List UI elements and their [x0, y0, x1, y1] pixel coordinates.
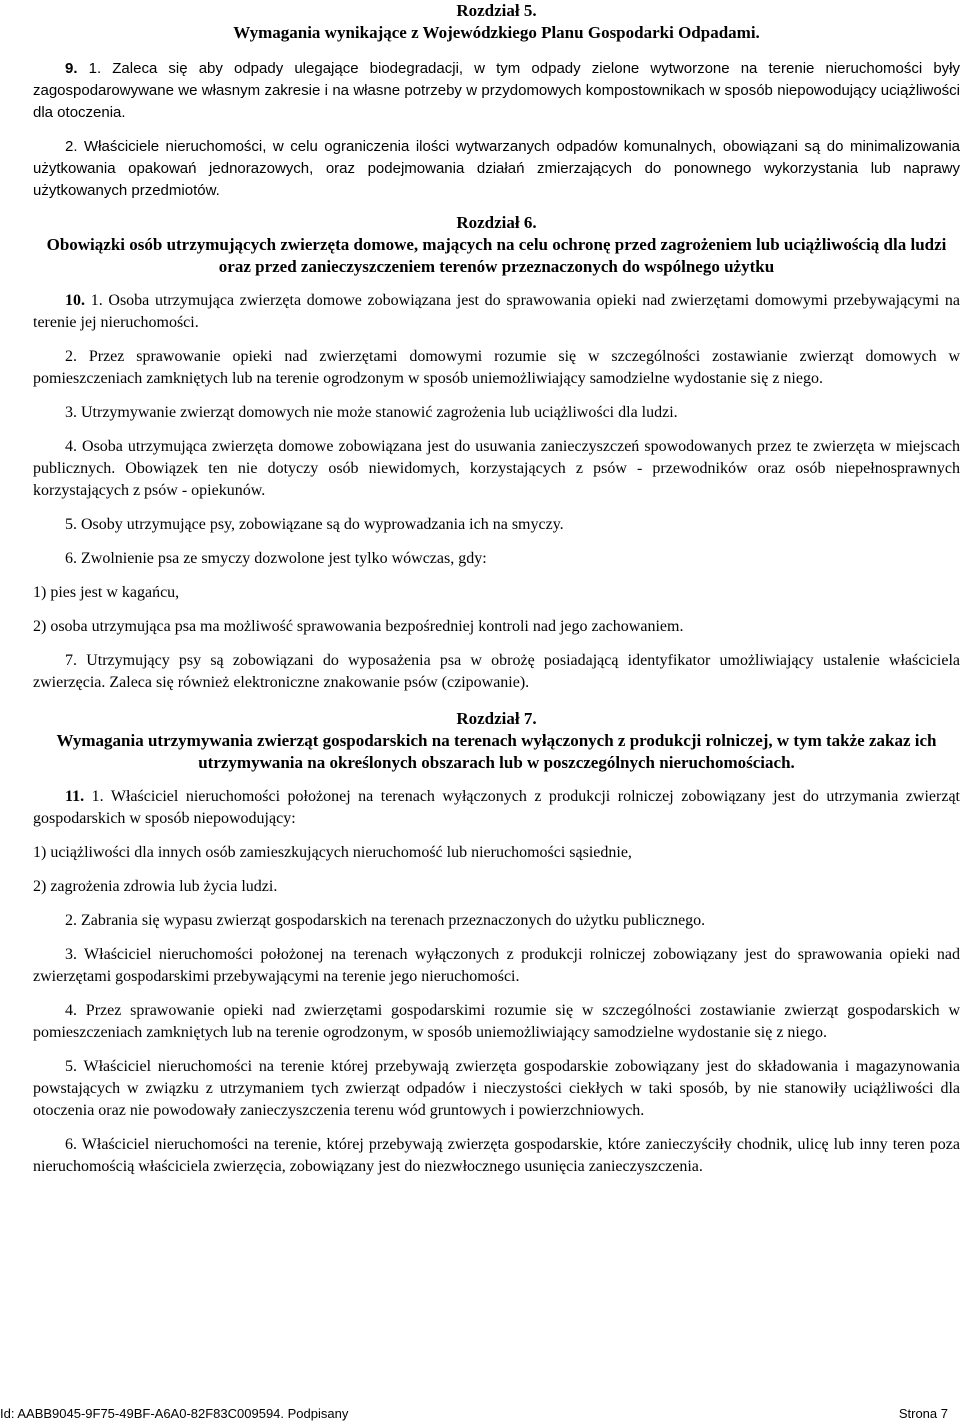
paragraph-10-4: 4. Osoba utrzymująca zwierzęta domowe zobowiązana jest do usuwania zanieczyszczeń spowodowanych przez te zwierzęta w miejscach publicznych. Obowiązek ten nie dotyczy osób niewidomych, korzystających z psów - przewodników oraz osób niepełnosprawnych korzystających z psów - opiekunów.	[33, 438, 960, 499]
list-item-11-1-1: 1) uciążliwości dla innych osób zamieszkujących nieruchomość lub nieruchomości sąsiednie,	[33, 844, 632, 861]
page-footer	[0, 1406, 948, 1421]
list-item-10-6-1: 1) pies jest w kagańcu,	[33, 584, 180, 601]
paragraph-text: 1. Zaleca się aby odpady ulegające biodegradacji, w tym odpady zielone wytworzone na terenie nieruchomości były zagospodarowywane we własnym zakresie i na własne potrzeby w przydomowych kompostownikach w sposób niepowodujący uciążliwości dla otoczenia.	[33, 60, 960, 121]
paragraph-10-6: 6. Zwolnienie psa ze smyczy dozwolone jest tylko wówczas, gdy:	[65, 550, 487, 567]
paragraph-11-6: 6. Właściciel nieruchomości na terenie, której przebywają zwierzęta gospodarskie, które zanieczyściły chodnik, ulicę lub inny teren poza nieruchomością właściciela zwierzęcia, zobowiązany jest do niezwłocznego usunięcia zanieczyszczenia.	[33, 1136, 960, 1175]
paragraph-11-3: 3. Właściciel nieruchomości położonej na terenach wyłączonych z produkcji rolniczej zobowiązany jest do sprawowania opieki nad zwierzętami gospodarskimi przebywającymi na terenie jego nieruchomości.	[33, 946, 960, 985]
paragraph-10-2: 2. Przez sprawowanie opieki nad zwierzętami domowymi rozumie się w szczególności zostawianie zwierząt domowych w pomieszczeniach zamkniętych lub na terenie ogrodzonym w sposób uniemożliwiający samodzielne wydostanie się z niego.	[33, 348, 960, 387]
list-item-11-1-2: 2) zagrożenia zdrowia lub życia ludzi.	[33, 878, 278, 895]
paragraph-9-1	[33, 58, 960, 124]
chapter-6-subtitle: Obowiązki osób utrzymujących zwierzęta domowe, mających na celu ochronę przed zagrożeniem lub uciążliwością dla ludzi oraz przed zanieczyszczeniem terenów przeznaczonych do wspólnego użytku	[46, 235, 947, 276]
paragraph-10-7: 7. Utrzymujący psy są zobowiązani do wyposażenia psa w obrożę posiadającą identyfikator umożliwiający ustalenie właściciela zwierzęcia. Zaleca się również elektroniczne znakowanie psów (czipowanie).	[33, 652, 960, 691]
page-number: Strona 7	[898, 1406, 948, 1421]
chapter-7-title: Rozdział 7.	[456, 709, 537, 728]
paragraph-text: 1. Osoba utrzymująca zwierzęta domowe zobowiązana jest do sprawowania opieki nad zwierzętami domowymi przebywającymi na terenie jej nieruchomości.	[33, 292, 960, 331]
paragraph-number: 9.	[65, 60, 78, 77]
paragraph-11-4: 4. Przez sprawowanie opieki nad zwierzętami gospodarskimi rozumie się w szczególności zostawianie zwierząt gospodarskich w pomieszczeniach zamkniętych lub na terenie ogrodzonym, w sposób uniemożliwiający samodzielne wydostanie się z niego.	[33, 1002, 960, 1041]
paragraph-11-1	[33, 786, 960, 830]
chapter-5-title: Rozdział 5.	[456, 1, 537, 20]
chapter-7-subtitle: Wymagania utrzymywania zwierząt gospodarskich na terenach wyłączonych z produkcji rolniczej, w tym także zakaz ich utrzymywania na określonych obszarach lub w poszczególnych nieruchomościach.	[56, 731, 937, 772]
chapter-5-subtitle: Wymagania wynikające z Wojewódzkiego Planu Gospodarki Odpadami.	[233, 23, 760, 42]
paragraph-10-3: 3. Utrzymywanie zwierząt domowych nie może stanowić zagrożenia lub uciążliwości dla ludzi.	[65, 404, 678, 421]
paragraph-11-2: 2. Zabrania się wypasu zwierząt gospodarskich na terenach przeznaczonych do użytku publicznego.	[65, 912, 706, 929]
paragraph-text: 1. Właściciel nieruchomości położonej na terenach wyłączonych z produkcji rolniczej zobowiązany jest do utrzymania zwierząt gospodarskich w sposób niepowodujący:	[33, 788, 960, 827]
paragraph-number: 11.	[65, 788, 85, 805]
document-page	[33, 0, 960, 1190]
chapter-6-title: Rozdział 6.	[456, 213, 537, 232]
paragraph-11-5: 5. Właściciel nieruchomości na terenie której przebywają zwierzęta gospodarskie zobowiązany jest do składowania i magazynowania powstających w związku z utrzymaniem tych zwierząt odpadów i nieczystości ciekłych w taki sposób, by nie stanowiły uciążliwości dla otoczenia oraz nie powodowały zanieczyszczenia terenu wód gruntowych i powierzchniowych.	[33, 1058, 960, 1119]
paragraph-number: 10.	[65, 292, 85, 309]
list-item-10-6-2: 2) osoba utrzymująca psa ma możliwość sprawowania bezpośredniej kontroli nad jego zachowaniem.	[33, 618, 684, 635]
paragraph-10-1	[33, 290, 960, 334]
document-id: Id: AABB9045-9F75-49BF-A6A0-82F83C009594. Podpisany	[0, 1406, 349, 1421]
paragraph-10-5: 5. Osoby utrzymujące psy, zobowiązane są do wyprowadzania ich na smyczy.	[65, 516, 564, 533]
paragraph-9-2: 2. Właściciele nieruchomości, w celu ograniczenia ilości wytwarzanych odpadów komunalnych, obowiązani są do minimalizowania użytkowania opakowań jednorazowych, oraz podejmowania działań zmierzających do ponownego wykorzystania lub naprawy użytkowanych przedmiotów.	[33, 138, 960, 199]
